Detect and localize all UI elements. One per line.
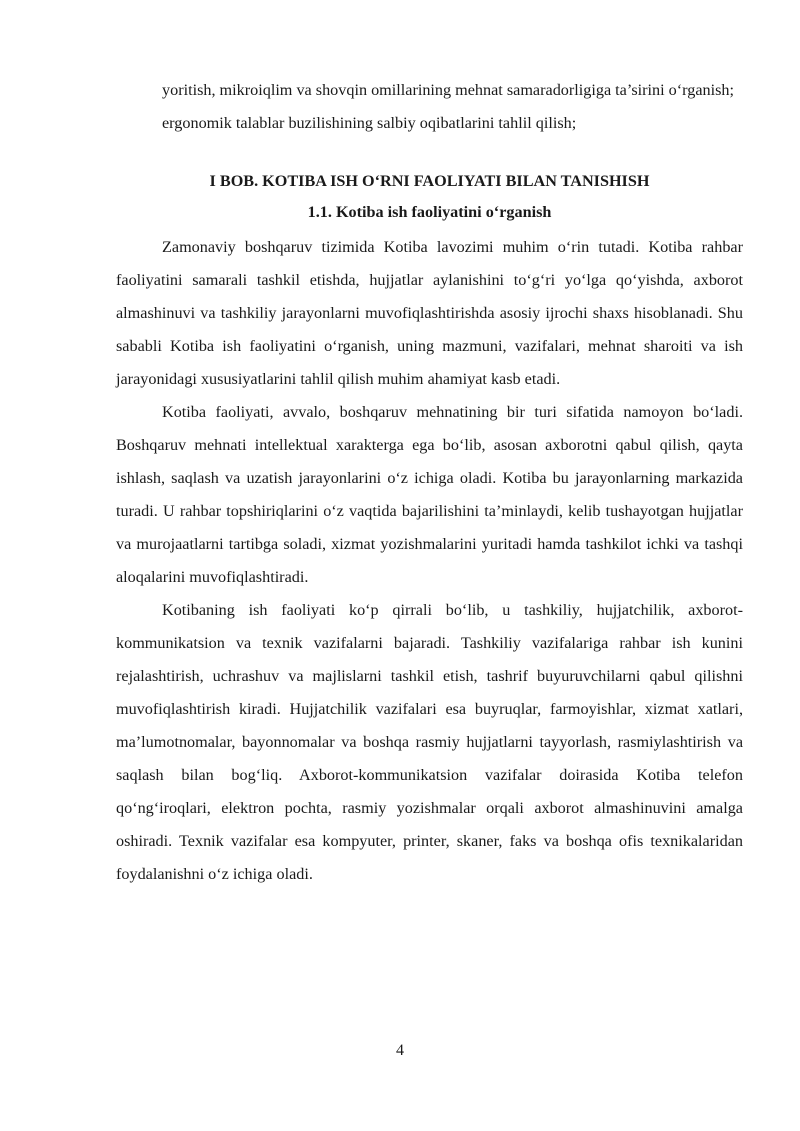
intro-item: yoritish, mikroiqlim va shovqin omillarining mehnat samaradorligiga ta’sirini o‘rganish;	[162, 81, 735, 99]
page-number: 4	[396, 1042, 404, 1059]
body-paragraph: Kotibaning ish faoliyati ko‘p qirrali bo‘lib, u tashkiliy, hujjatchilik, axborot-kommunikatsion va texnik vazifalarni bajaradi. Tashkiliy vazifalariga rahbar ish kunini rejalashtirish, uchrashuv va majlislarni tashkil etish, tashrif buyuruvchilarni qabul qilishni muvofiqlashtirish kiradi. Hujjatchilik vazifalari esa buyruqlar, farmoyishlar, xizmat xatlari, ma’lumotnomalar, bayonnomalar va boshqa rasmiy hujjatlarni tayyorlash, rasmiylashtirish va saqlash bilan bog‘liq. Axborot-kommunikatsion vazifalar doirasida Kotiba telefon qo‘ng‘iroqlari, elektron pochta, rasmiy yozishmalar orqali axborot almashinuvini amalga oshiradi. Texnik vazifalar esa kompyuter, printer, skaner, faks va boshqa ofis texnikalaridan foydalanishni o‘z ichiga oladi.	[116, 601, 743, 883]
body-paragraph: Zamonaviy boshqaruv tizimida Kotiba lavozimi muhim o‘rin tutadi. Kotiba rahbar faoliyatini samarali tashkil etishda, hujjatlar aylanishini to‘g‘ri yo‘lga qo‘yishda, axborot almashinuvi va tashkiliy jarayonlarni muvofiqlashtirishda asosiy ijrochi shaxs hisoblanadi. Shu sababli Kotiba ish faoliyatini o‘rganish, uning mazmuni, vazifalari, mehnat sharoiti va ish jarayonidagi xususiyatlarini tahlil qilish muhim ahamiyat kasb etadi.	[116, 238, 743, 388]
chapter-title: I BOB. KOTIBA ISH O‘RNI FAOLIYATI BILAN TANISHISH	[209, 172, 650, 190]
section-title: 1.1. Kotiba ish faoliyatini o‘rganish	[307, 203, 552, 221]
intro-item: ergonomik talablar buzilishining salbiy oqibatlarini tahlil qilish;	[162, 114, 577, 132]
body-paragraph: Kotiba faoliyati, avvalo, boshqaruv mehnatining bir turi sifatida namoyon bo‘ladi. Boshqaruv mehnati intellektual xarakterga ega bo‘lib, asosan axborotni qabul qilish, qayta ishlash, saqlash va uzatish jarayonlarini o‘z ichiga oladi. Kotiba bu jarayonlarning markazida turadi. U rahbar topshiriqlarini o‘z vaqtida bajarilishini ta’minlaydi, kelib tushayotgan hujjatlar va murojaatlarni tartibga soladi, xizmat yozishmalarini yuritadi hamda tashkilot ichki va tashqi aloqalarini muvofiqlashtiradi.	[116, 403, 743, 586]
document-page	[116, 74, 743, 891]
